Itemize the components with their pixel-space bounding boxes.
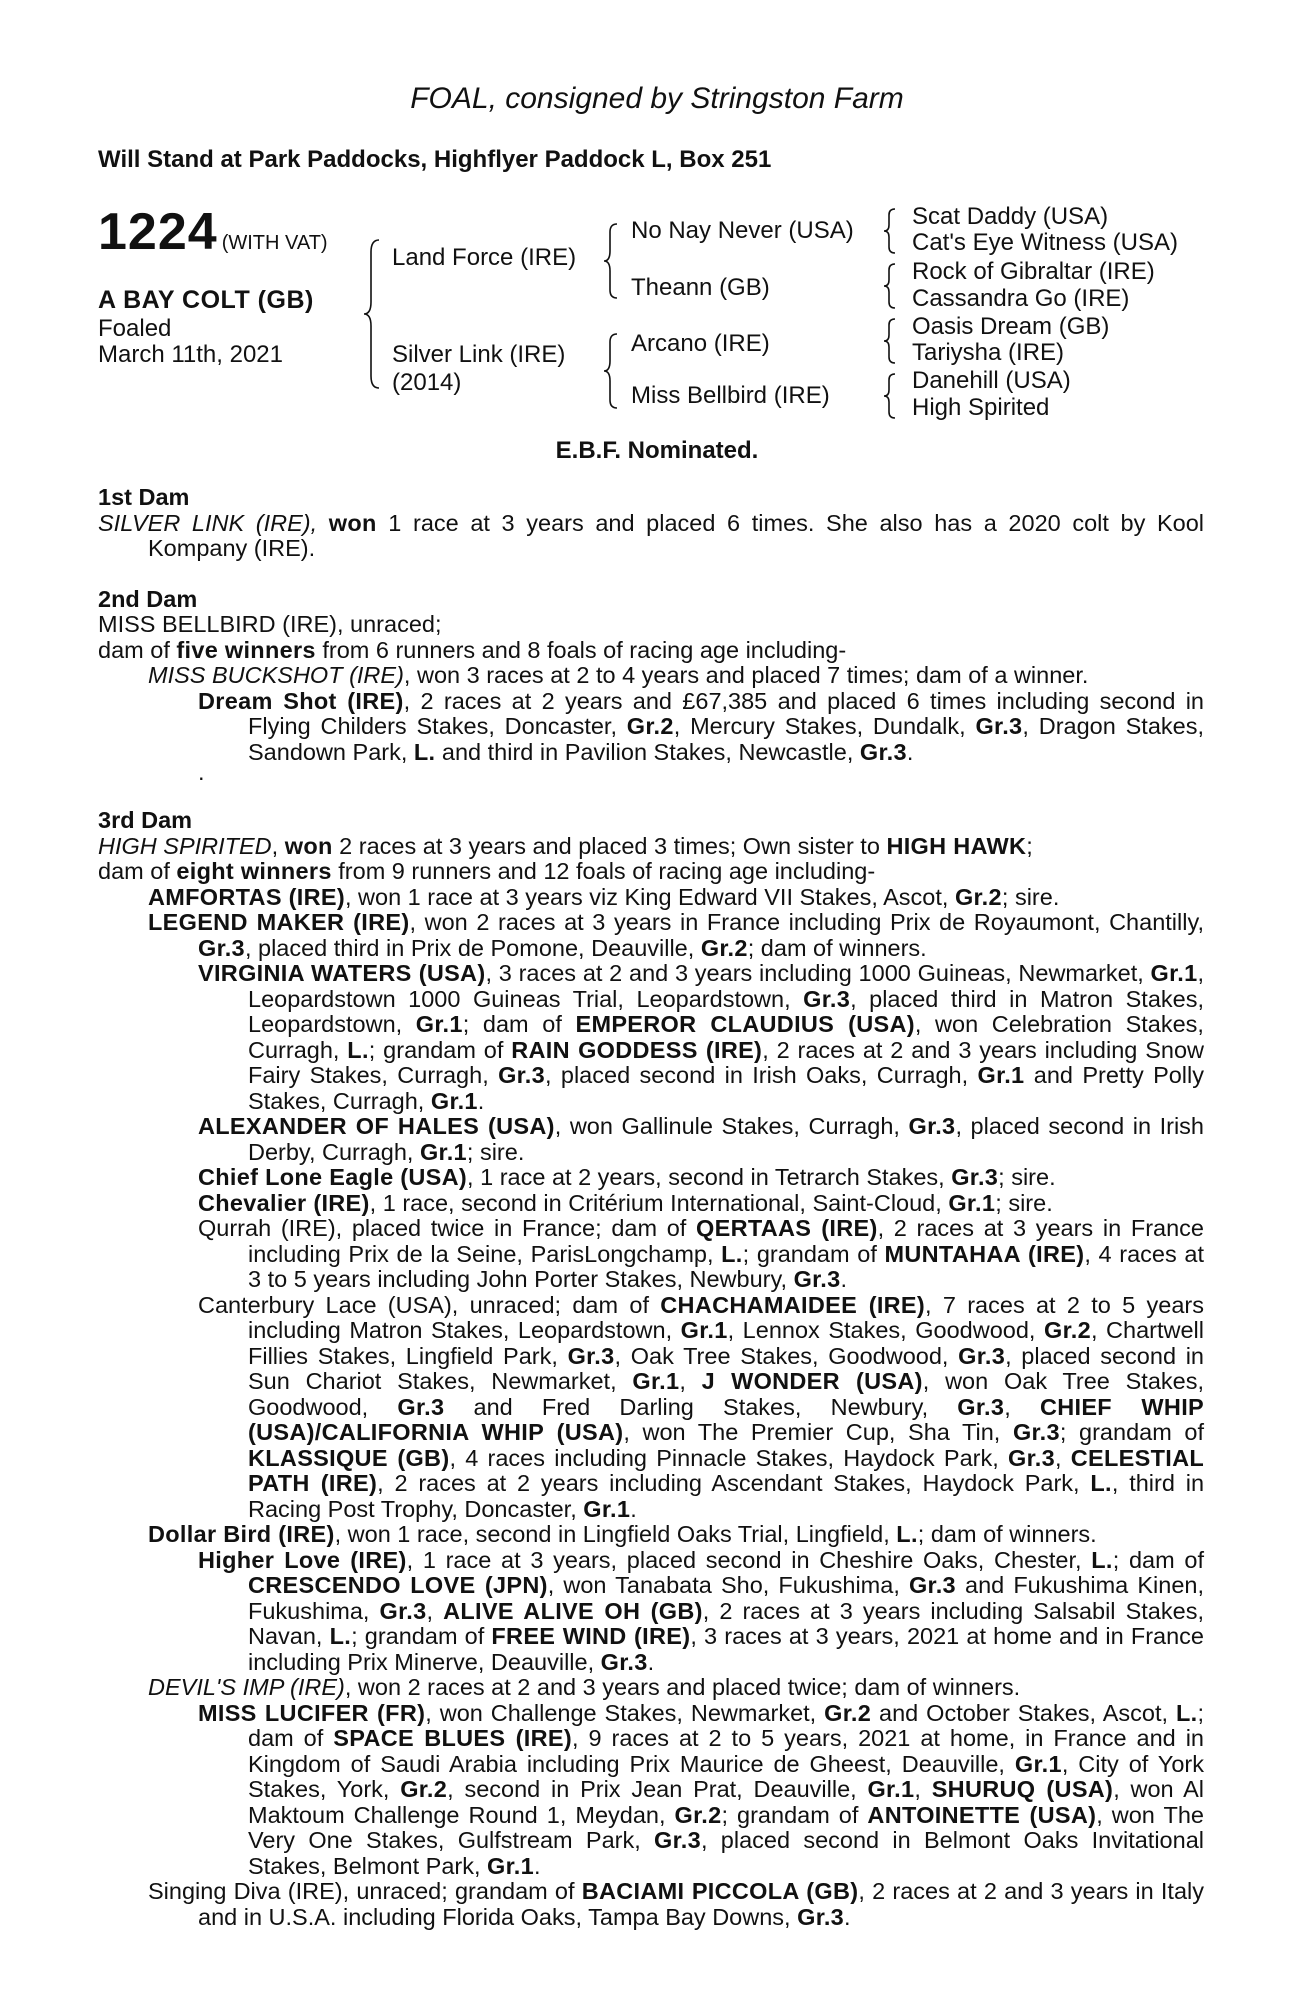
bold-text: Higher Love (IRE): [198, 1546, 407, 1573]
text: dam of: [98, 636, 177, 663]
text: ; dam of winners.: [917, 1521, 1097, 1547]
bold-text: Gr.3: [908, 1572, 956, 1598]
text: ; sire.: [995, 1189, 1053, 1216]
text: , 4 races at 3 to 5 years including John Porter Stakes, Newbury,: [248, 1240, 1204, 1292]
text: , City of York Stakes, York,: [248, 1750, 1204, 1802]
italic-text: MISS BUCKSHOT (IRE): [148, 662, 404, 688]
bold-text: Gr.1: [487, 1852, 534, 1879]
text: , 2 races at 3 years including Salsabil Stakes, Navan,: [248, 1597, 1204, 1649]
foaled-info: [98, 316, 283, 368]
text: , placed second in Belmont Oaks Invitational Stakes, Belmont Park,: [248, 1827, 1204, 1879]
produce-entry: [98, 961, 1204, 1114]
text: ; grandam of: [351, 1623, 492, 1649]
text: , won Gallinule Stakes, Curragh,: [554, 1113, 909, 1139]
italic-text: SILVER LINK (IRE),: [98, 509, 329, 536]
text: , placed second in Sun Chariot Stakes, Newmarket,: [248, 1342, 1204, 1394]
pedigree-sire-dam: Theann (GB): [631, 274, 770, 301]
bold-text: Gr.3: [908, 1113, 956, 1139]
bold-text: Gr.1: [419, 1138, 467, 1165]
text: , 3 races at 2 and 3 years including 1000 Guineas, Newmarket,: [485, 960, 1151, 986]
bold-text: CHIEF WHIP (USA)/CALIFORNIA WHIP (USA): [248, 1393, 1204, 1445]
pedigree-dam-year: (2014): [392, 369, 462, 396]
produce-entry: [98, 834, 1204, 860]
bold-text: Gr.1: [680, 1317, 728, 1343]
text: , 1 race at 3 years, placed second in Cheshire Oaks, Chester,: [406, 1546, 1092, 1573]
text: , Dragon Stakes, Sandown Park,: [248, 713, 1204, 765]
text: , 4 races including Pinnacle Stakes, Haydock Park,: [449, 1444, 1009, 1471]
bold-text: Gr.3: [951, 1164, 999, 1190]
produce-entry: [98, 1701, 1204, 1880]
pedigree-sire-brace: [602, 222, 620, 300]
bold-text: Gr.1: [948, 1189, 996, 1216]
text: , 2 races at 3 years in France including Prix de la Seine, ParisLongchamp,: [248, 1215, 1204, 1267]
text: , 9 races at 2 to 5 years, 2021 at home, in France and in Kingdom of Saudi Arabia including Prix Maurice de Gheest, Deauville,: [248, 1725, 1205, 1777]
text: .: [630, 1495, 637, 1522]
text: , won Tanabata Sho, Fukushima,: [547, 1572, 909, 1598]
produce-entry: [98, 511, 1204, 562]
text: ,: [679, 1368, 702, 1394]
text: 2 races at 3 years and placed 3 times; Own sister to: [332, 832, 887, 859]
text: , placed second in Irish Derby, Curragh,: [248, 1113, 1204, 1165]
bold-text: Gr.3: [859, 738, 907, 765]
text: Canterbury Lace (USA), unraced; dam of: [198, 1291, 661, 1318]
bold-text: Chevalier (IRE): [198, 1189, 370, 1216]
stand-location: Will Stand at Park Paddocks, Highflyer Paddock L, Box 251: [98, 146, 772, 173]
lot-number: 1224: [98, 203, 218, 261]
stray-dot: .: [198, 759, 205, 785]
text: , won 2 races at 3 years in France including Prix de Royaumont, Chantilly,: [409, 909, 1204, 935]
bold-text: Gr.1: [632, 1368, 680, 1394]
text: Singing Diva (IRE), unraced; grandam of: [148, 1878, 582, 1904]
text: , 1 race at 2 years, second in Tetrarch Stakes,: [467, 1164, 952, 1190]
bold-text: Dream Shot (IRE): [198, 687, 404, 714]
bold-text: Dollar Bird (IRE): [148, 1521, 335, 1547]
text: , Mercury Stakes, Dundalk,: [673, 713, 976, 739]
text: , 2 races at 2 years and £67,385 and placed 6 times including second in Flying Childers Stakes, Doncaster,: [248, 687, 1205, 739]
bold-text: CELESTIAL PATH (IRE): [248, 1444, 1205, 1496]
bold-text: five winners: [176, 636, 316, 663]
text: ; dam of: [1112, 1546, 1204, 1573]
text: and Pretty Polly Stakes, Curragh,: [248, 1062, 1205, 1114]
text: , won Challenge Stakes, Newmarket,: [425, 1699, 825, 1726]
pedigree-sire: Land Force (IRE): [392, 244, 577, 271]
text: ; dam of: [248, 1699, 1204, 1751]
text: , won 2 races at 2 and 3 years and placed twice; dam of winners.: [344, 1674, 1021, 1700]
bold-text: ANTOINETTE (USA): [867, 1801, 1097, 1828]
text: , placed second in Irish Oaks, Curragh,: [545, 1062, 978, 1088]
pedigree-gg1: Scat Daddy (USA): [912, 203, 1109, 230]
bold-text: Gr.3: [397, 1393, 445, 1420]
bold-text: KLASSIQUE (GB): [248, 1444, 450, 1471]
bold-text: Gr.3: [957, 1393, 1005, 1420]
produce-entry: [98, 638, 1204, 664]
section-gap: [98, 783, 1204, 808]
section-gap: [98, 562, 1204, 587]
lot-description: A BAY COLT (GB): [98, 286, 314, 314]
text: .: [647, 1648, 655, 1675]
bold-text: EMPEROR CLAUDIUS (USA): [575, 1011, 915, 1037]
text: .: [906, 738, 914, 765]
produce-entry: [98, 1191, 1204, 1217]
text: ,: [426, 1597, 444, 1624]
bold-text: Gr.3: [654, 1827, 701, 1853]
bold-text: SHURUQ (USA): [931, 1776, 1114, 1802]
bold-text: Gr.3: [498, 1062, 546, 1088]
text: , 2 races at 2 years including Ascendant Stakes, Haydock Park,: [377, 1470, 1091, 1496]
foaled-label: Foaled: [98, 315, 172, 342]
produce-entry: [98, 1522, 1204, 1548]
bold-text: won: [284, 832, 333, 859]
text: and Fukushima Kinen, Fukushima,: [248, 1572, 1204, 1624]
bold-text: won: [328, 509, 377, 536]
text: ; grandam of: [721, 1801, 868, 1828]
bold-text: Gr.3: [793, 1266, 841, 1292]
text: ; sire.: [998, 1164, 1056, 1190]
text: .: [477, 1087, 485, 1114]
dam-heading: 2nd Dam: [98, 585, 198, 612]
text: ; grandam of: [368, 1036, 512, 1063]
produce-entry: [98, 1879, 1204, 1930]
pedigree-dam: Silver Link (IRE): [392, 341, 566, 368]
dam-lines: [98, 485, 1204, 1930]
bold-text: Gr.3: [797, 1903, 845, 1930]
text: from 9 runners and 12 foals of racing age including-: [331, 858, 876, 884]
bold-text: FREE WIND (IRE): [491, 1623, 691, 1649]
bold-text: Gr.3: [1012, 1419, 1060, 1445]
bold-text: Gr.1: [583, 1495, 631, 1522]
bold-text: ALIVE ALIVE OH (GB): [443, 1597, 703, 1624]
bold-text: Gr.3: [975, 713, 1023, 739]
bold-text: L.: [721, 1240, 743, 1267]
bold-text: L.: [1090, 1470, 1112, 1496]
text: , won The Premier Cup, Sha Tin,: [623, 1419, 1013, 1445]
bold-text: Gr.2: [400, 1776, 448, 1802]
pedigree-dam-dam: Miss Bellbird (IRE): [631, 382, 830, 409]
produce-entry: [98, 910, 1204, 961]
text: ; dam of: [462, 1011, 576, 1037]
bold-text: Gr.1: [1150, 960, 1198, 986]
bold-text: Gr.2: [824, 1699, 872, 1726]
bold-text: SPACE BLUES (IRE): [333, 1725, 572, 1751]
pedigree-brace-g4: [882, 372, 898, 420]
bold-text: Gr.2: [674, 1801, 722, 1828]
text: 1 race at 3 years and placed 6 times. She also has a 2020 colt by Kool Kompany (IRE).: [148, 509, 1205, 561]
text: , second in Prix Jean Prat, Deauville,: [447, 1776, 868, 1802]
pedigree-brace-g3: [882, 317, 898, 365]
bold-text: L.: [896, 1521, 918, 1547]
text: , 1 race, second in Critérium International, Saint-Cloud,: [369, 1189, 949, 1216]
text: , 7 races at 2 to 5 years including Matron Stakes, Leopardstown,: [248, 1291, 1204, 1343]
text: , won 3 races at 2 to 4 years and placed 7 times; dam of a winner.: [403, 662, 1089, 688]
bold-text: QERTAAS (IRE): [696, 1215, 878, 1241]
text: , won 1 race at 3 years viz King Edward VII Stakes, Ascot,: [344, 883, 955, 910]
text: ,: [271, 832, 285, 859]
pedigree-gg6: Tariysha (IRE): [912, 339, 1065, 366]
bold-text: Gr.3: [803, 985, 851, 1012]
produce-entry: [98, 1165, 1204, 1191]
dam-heading: 3rd Dam: [98, 807, 193, 833]
text: ,: [914, 1776, 932, 1802]
text: .: [840, 1266, 848, 1292]
bold-text: ALEXANDER OF HALES (USA): [198, 1113, 555, 1139]
foaled-date: March 11th, 2021: [98, 341, 284, 368]
bold-text: L.: [347, 1036, 369, 1063]
text: from 6 runners and 8 foals of racing age including-: [315, 636, 847, 663]
bold-text: Gr.1: [977, 1062, 1025, 1088]
text: ; sire.: [1001, 883, 1060, 910]
bold-text: Gr.3: [198, 934, 245, 961]
bold-text: BACIAMI PICCOLA (GB): [581, 1878, 859, 1904]
text: , placed third in Prix de Pomone, Deauville,: [244, 934, 701, 961]
bold-text: Gr.3: [379, 1597, 427, 1624]
page-title: FOAL, consigned by Stringston Farm: [410, 82, 904, 115]
text: , Chartwell Fillies Stakes, Lingfield Park,: [248, 1317, 1204, 1369]
text: dam of: [98, 858, 177, 884]
bold-text: L.: [413, 738, 436, 765]
text: ; dam of winners.: [747, 934, 927, 961]
text: MISS BELLBIRD (IRE), unraced;: [98, 611, 442, 637]
text: ;: [1026, 832, 1033, 859]
pedigree-gg4: Cassandra Go (IRE): [912, 285, 1130, 312]
vat-note: (WITH VAT): [221, 232, 328, 254]
lot-number-block: [98, 202, 328, 262]
text: , won Al Maktoum Challenge Round 1, Meydan,: [248, 1776, 1205, 1828]
bold-text: MUNTAHAA (IRE): [884, 1240, 1085, 1267]
pedigree-dam-sire: Arcano (IRE): [631, 330, 770, 357]
text: ; sire.: [466, 1138, 525, 1165]
bold-text: Gr.2: [954, 883, 1002, 910]
bold-text: VIRGINIA WATERS (USA): [198, 960, 486, 986]
pedigree-gg7: Danehill (USA): [912, 367, 1071, 394]
text: , 2 races at 2 and 3 years in Italy and in U.S.A. including Florida Oaks, Tampa Bay Downs,: [198, 1878, 1204, 1930]
bold-text: Gr.2: [626, 713, 674, 739]
text: .: [844, 1903, 851, 1930]
text: , Oak Tree Stakes, Goodwood,: [614, 1342, 959, 1369]
text: ,: [1054, 1444, 1071, 1471]
pedigree-gg5: Oasis Dream (GB): [912, 313, 1110, 340]
text: and October Stakes, Ascot,: [871, 1699, 1176, 1726]
text: , placed third in Matron Stakes, Leopardstown,: [248, 985, 1204, 1037]
produce-entry: [98, 663, 1204, 689]
bold-text: Gr.1: [1014, 1750, 1062, 1777]
bold-text: Gr.2: [1044, 1317, 1091, 1343]
text: Qurrah (IRE), placed twice in France; dam of: [198, 1215, 697, 1241]
bold-text: Gr.3: [600, 1648, 648, 1675]
pedigree-dam-brace: [602, 332, 620, 410]
produce-entry: [98, 1293, 1204, 1523]
pedigree-gg8: High Spirited: [912, 394, 1050, 421]
bold-text: Gr.2: [700, 934, 748, 961]
bold-text: CHACHAMAIDEE (IRE): [660, 1291, 926, 1318]
text: , won Oak Tree Stakes, Goodwood,: [248, 1368, 1205, 1420]
produce-entry: [98, 1114, 1204, 1165]
dam-heading: 1st Dam: [98, 484, 190, 510]
text: ; grandam of: [742, 1240, 885, 1267]
bold-text: eight winners: [176, 858, 332, 884]
bold-text: J WONDER (USA): [701, 1368, 923, 1394]
text: , 2 races at 2 and 3 years including Snow Fairy Stakes, Curragh,: [248, 1036, 1204, 1088]
bold-text: Gr.3: [958, 1342, 1006, 1369]
text: ; grandam of: [1059, 1419, 1204, 1445]
text: , won The Very One Stakes, Gulfstream Park,: [248, 1801, 1204, 1853]
bold-text: Gr.1: [867, 1776, 915, 1802]
text: , Leopardstown 1000 Guineas Trial, Leopardstown,: [248, 960, 1205, 1012]
italic-text: DEVIL'S IMP (IRE): [148, 1674, 345, 1700]
produce-entry: [98, 885, 1204, 911]
produce-entry: [98, 1216, 1204, 1293]
ebf-nomination: E.B.F. Nominated.: [555, 437, 759, 464]
produce-entry: [98, 859, 1204, 885]
bold-text: L.: [1091, 1546, 1113, 1573]
text: , Lennox Stakes, Goodwood,: [727, 1317, 1045, 1343]
text: and Fred Darling Stakes, Newbury,: [444, 1393, 958, 1420]
pedigree-sire-sire: No Nay Never (USA): [631, 217, 854, 244]
text: .: [533, 1852, 541, 1879]
bold-text: L.: [1175, 1699, 1198, 1726]
produce-entry: [98, 689, 1204, 766]
bold-text: MISS LUCIFER (FR): [198, 1699, 426, 1726]
bold-text: AMFORTAS (IRE): [148, 883, 345, 910]
text: , won Celebration Stakes, Curragh,: [248, 1011, 1204, 1063]
bold-text: Chief Lone Eagle (USA): [198, 1164, 468, 1190]
produce-entry: [98, 1675, 1204, 1701]
pedigree-gg3: Rock of Gibraltar (IRE): [912, 258, 1155, 285]
bold-text: CRESCENDO LOVE (JPN): [248, 1572, 548, 1598]
bold-text: HIGH HAWK: [886, 832, 1027, 859]
bold-text: LEGEND MAKER (IRE): [148, 909, 410, 935]
text: , 3 races at 3 years, 2021 at home and in France including Prix Minerve, Deauville,: [248, 1623, 1204, 1675]
bold-text: Gr.3: [1008, 1444, 1055, 1471]
text: , won 1 race, second in Lingfield Oaks Trial, Lingfield,: [334, 1521, 897, 1547]
bold-text: Gr.1: [430, 1087, 478, 1114]
produce-entry: [98, 1548, 1204, 1676]
bold-text: Gr.3: [567, 1342, 615, 1369]
text: and third in Pavilion Stakes, Newcastle,: [435, 738, 860, 765]
italic-text: HIGH SPIRITED: [98, 832, 272, 859]
pedigree-brace-g2: [882, 262, 898, 310]
text: , third in Racing Post Trophy, Doncaster,: [248, 1470, 1205, 1522]
pedigree-main-brace: [362, 238, 382, 390]
bold-text: RAIN GODDESS (IRE): [511, 1036, 763, 1063]
bold-text: Gr.1: [415, 1011, 463, 1037]
pedigree-gg2: Cat's Eye Witness (USA): [912, 229, 1178, 256]
produce-entry: [98, 612, 1204, 638]
pedigree-brace-g1: [882, 207, 898, 255]
text: ,: [1004, 1393, 1040, 1420]
bold-text: L.: [329, 1623, 352, 1649]
